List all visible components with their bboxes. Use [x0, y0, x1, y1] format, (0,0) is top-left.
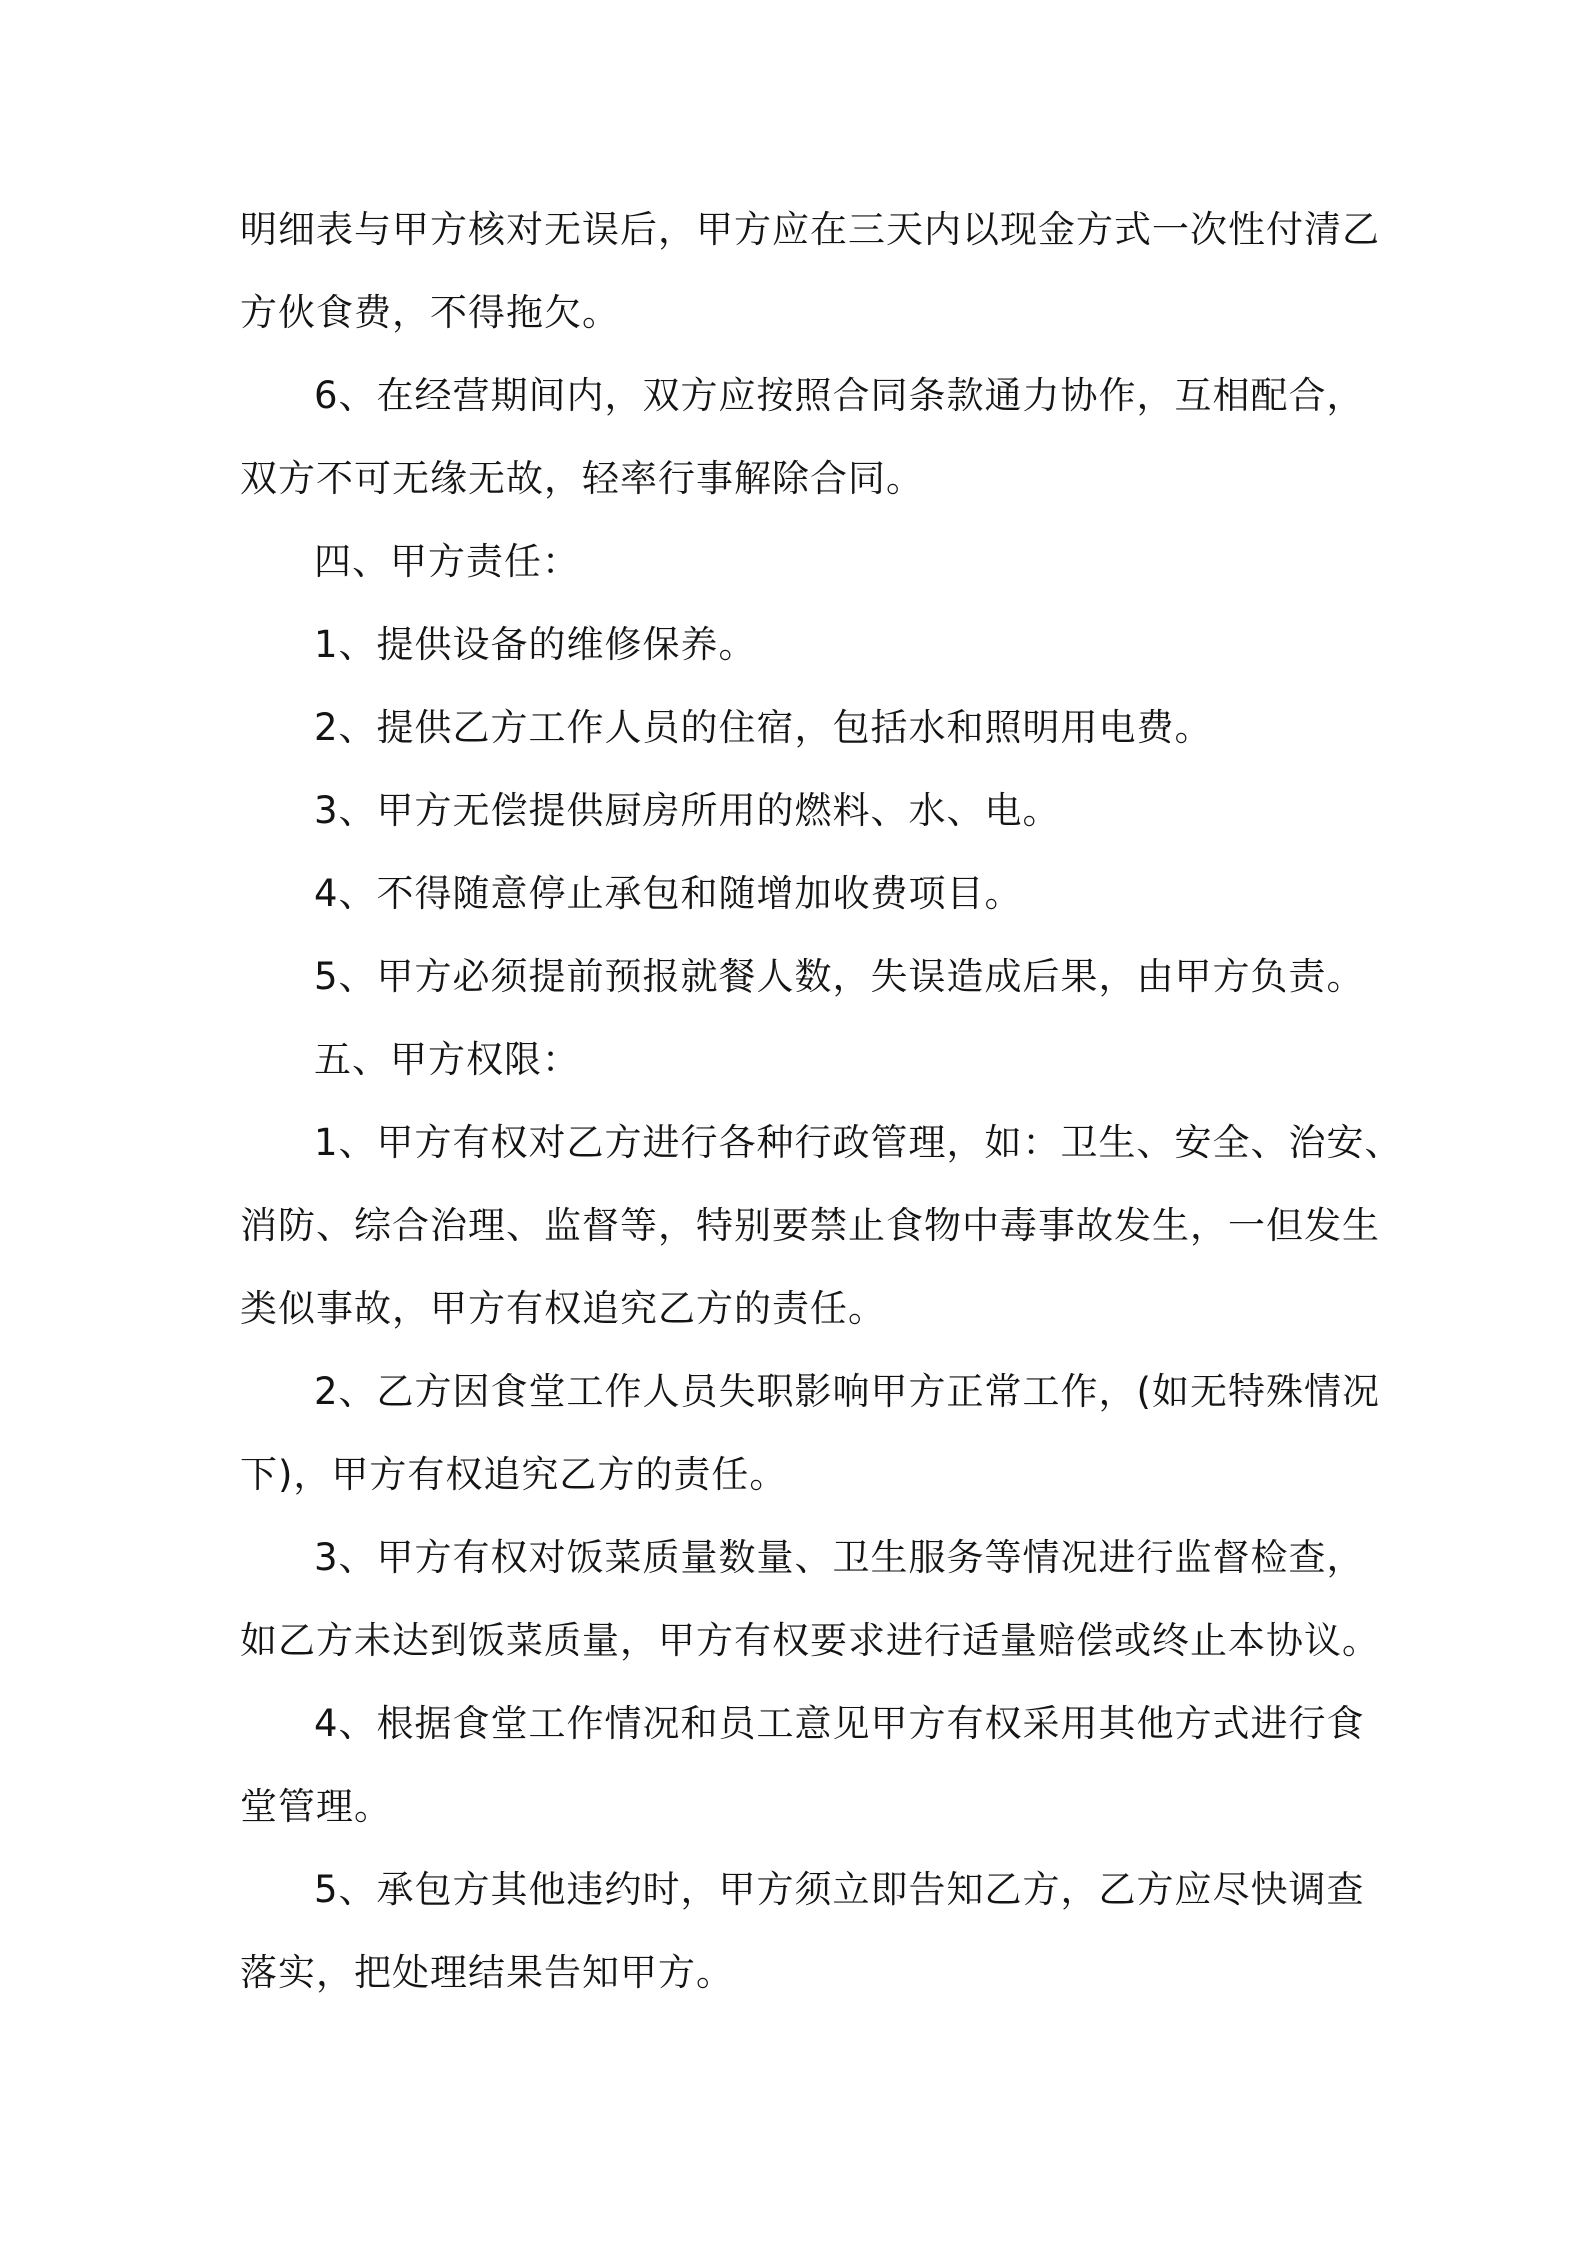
paragraph-right-1: [240, 1101, 1403, 1350]
text-line: 4、不得随意停止承包和随增加收费项目。: [314, 872, 1023, 915]
document-body: [240, 188, 1403, 2014]
paragraph-responsibility-3: [240, 769, 1370, 852]
paragraph-responsibility-2: [240, 686, 1370, 769]
text-line: 3、甲方有权对饭菜质量数量、卫生服务等情况进行监督检查，: [314, 1536, 1365, 1579]
paragraph-responsibility-1: [240, 603, 1370, 686]
text-line: 五、甲方权限：: [314, 1038, 580, 1081]
text-line: 5、承包方其他违约时，甲方须立即告知乙方，乙方应尽快调查: [314, 1868, 1365, 1911]
text-line: 5、甲方必须提前预报就餐人数，失误造成后果，由甲方负责。: [314, 955, 1365, 998]
text-line: 堂管理。: [240, 1785, 392, 1828]
text-line: 1、提供设备的维修保养。: [314, 623, 757, 666]
text-line: 2、提供乙方工作人员的住宿，包括水和照明用电费。: [314, 706, 1213, 749]
text-line: 下)，甲方有权追究乙方的责任。: [240, 1453, 788, 1496]
section-heading-party-a-rights: [240, 1018, 1370, 1101]
paragraph-payment-terms: [240, 188, 1380, 354]
paragraph-responsibility-4: [240, 852, 1370, 935]
text-line: 类似事故，甲方有权追究乙方的责任。: [240, 1287, 886, 1330]
paragraph-right-4: [240, 1682, 1370, 1848]
text-line: 6、在经营期间内，双方应按照合同条款通力协作，互相配合，: [314, 374, 1365, 417]
text-line: 消防、综合治理、监督等，特别要禁止食物中毒事故发生，一但发生: [240, 1204, 1380, 1247]
section-heading-party-a-responsibilities: [240, 520, 1370, 603]
text-line: 1、甲方有权对乙方进行各种行政管理，如：卫生、安全、治安、: [314, 1121, 1403, 1164]
paragraph-right-5: [240, 1848, 1370, 2014]
text-line: 四、甲方责任：: [314, 540, 580, 583]
text-line: 4、根据食堂工作情况和员工意见甲方有权采用其他方式进行食: [314, 1702, 1365, 1745]
paragraph-right-3: [240, 1516, 1380, 1682]
paragraph-clause-6: [240, 354, 1370, 520]
text-line: 3、甲方无偿提供厨房所用的燃料、水、电。: [314, 789, 1061, 832]
text-line: 双方不可无缘无故，轻率行事解除合同。: [240, 457, 924, 500]
text-line: 方伙食费，不得拖欠。: [240, 291, 620, 334]
paragraph-responsibility-5: [240, 935, 1370, 1018]
text-line: 2、乙方因食堂工作人员失职影响甲方正常工作，(如无特殊情况: [314, 1370, 1380, 1413]
paragraph-right-2: [240, 1350, 1380, 1516]
text-line: 落实，把处理结果告知甲方。: [240, 1951, 734, 1994]
text-line: 明细表与甲方核对无误后，甲方应在三天内以现金方式一次性付清乙: [240, 208, 1380, 251]
text-line: 如乙方未达到饭菜质量，甲方有权要求进行适量赔偿或终止本协议。: [240, 1619, 1380, 1662]
